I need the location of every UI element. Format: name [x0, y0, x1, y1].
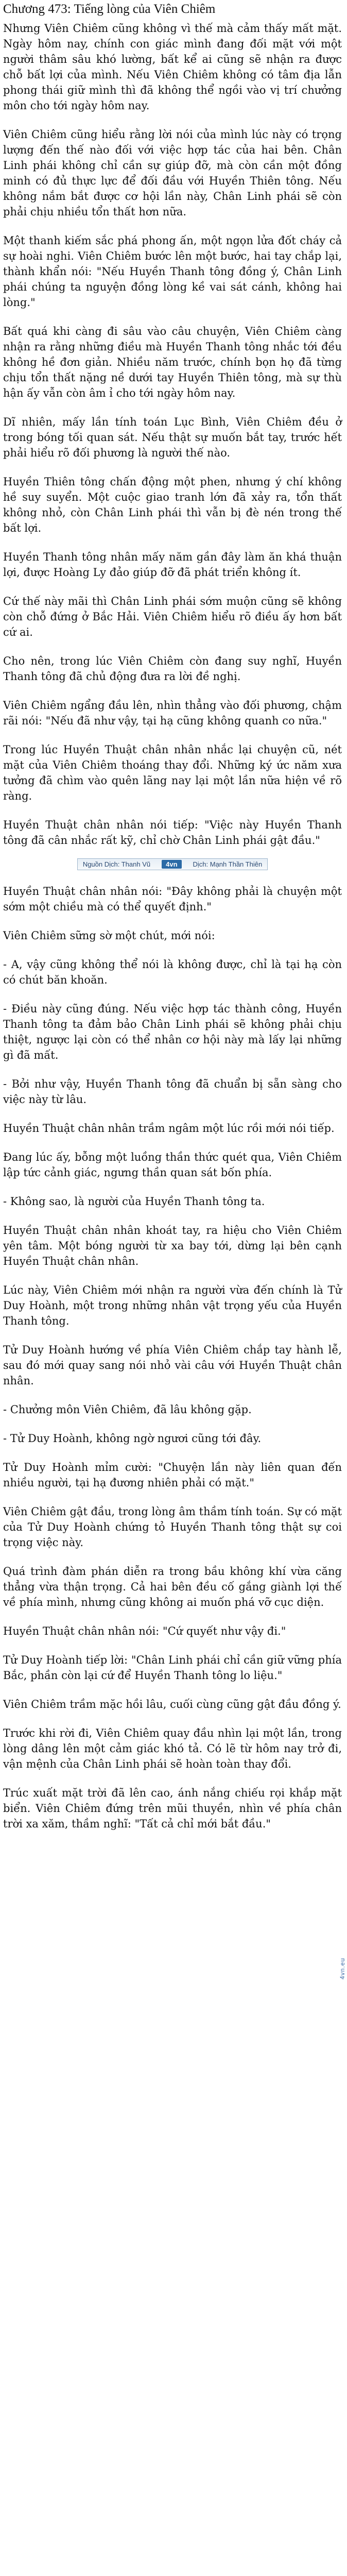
chapter-body	[3, 21, 342, 1832]
watermark-left: Nguồn Dịch: Thanh Vũ	[82, 860, 151, 868]
paragraph: Nhưng Viên Chiêm cũng không vì thế mà cảm thấy mất mặt. Ngày hôm nay, chính con giác mình đang đối mặt với một người thâm sâu khó lường, bất kể ai cũng sẽ nhận ra được chỗ bất lợi của mình. Nếu Viên Chiêm không có tâm địa lẫn phong thái giữ mình thì đã không thể ngồi vào vị trí chưởng môn cho tới ngày hôm nay.	[3, 22, 342, 112]
paragraph: Tử Duy Hoành mỉm cười: "Chuyện lần này liên quan đến nhiều người, tại hạ đương nhiên phải có mặt."	[3, 1461, 342, 1489]
paragraph: Đang lúc ấy, bỗng một luồng thần thức quét qua, Viên Chiêm lập tức cảnh giác, ngưng thần quan sát bốn phía.	[3, 1150, 342, 1179]
chapter-title	[3, 2, 342, 16]
watermark-badge: 4vn	[162, 860, 181, 869]
chapter-title-text: Chương 473: Tiếng lòng của Viên Chiêm	[3, 2, 216, 16]
paragraph: Viên Chiêm cũng hiểu rằng lời nói của mình lúc này có trọng lượng đến thế nào đối với việc hợp tác của hai bên. Chân Linh phái không chỉ cần sự giúp đỡ, mà còn cần một đồng minh có đủ thực lực để đối đầu với Huyền Thiên tông. Nếu không nắm bắt được cơ hội lần này, Chân Linh phái sẽ còn phải chịu nhiều tổn thất hơn nữa.	[3, 128, 342, 218]
paragraph: Quá trình đàm phán diễn ra trong bầu không khí vừa căng thẳng vừa thận trọng. Cả hai bên đều cố gắng giành lợi thế về phía mình, nhưng cũng không ai muốn phá vỡ cục diện.	[3, 1565, 342, 1608]
paragraph: - Chưởng môn Viên Chiêm, đã lâu không gặp.	[3, 1403, 252, 1416]
paragraph: Huyền Thanh tông nhân mấy năm gần đây làm ăn khá thuận lợi, được Hoàng Ly đảo giúp đỡ đã phát triển không ít.	[3, 550, 342, 579]
paragraph: Tử Duy Hoành hướng về phía Viên Chiêm chắp tay hành lễ, sau đó mới quay sang nói nhỏ vài câu với Huyền Thuật chân nhân.	[3, 1343, 342, 1387]
paragraph: - Điều này cũng đúng. Nếu việc hợp tác thành công, Huyền Thanh tông ta đảm bảo Chân Linh phái sẽ không phải chịu thiệt, ngược lại còn có thể nhân cơ hội này mà lấy lại những gì đã mất.	[3, 1002, 342, 1061]
paragraph: Bất quá khi càng đi sâu vào câu chuyện, Viên Chiêm càng nhận ra rằng những điều mà Huyền Thanh tông nhắc tới đều không hề đơn giản. Nhiều năm trước, chính bọn họ đã từng chịu tổn thất nặng nề dưới tay Huyền Thiên tông, mà sự thù hận ấy vẫn còn âm ỉ cho tới ngày hôm nay.	[3, 325, 342, 399]
side-watermark: 4vn.eu	[339, 1958, 346, 1980]
paragraph: Huyền Thuật chân nhân nói: "Cứ quyết như vậy đi."	[3, 1624, 286, 1637]
paragraph: - Tử Duy Hoành, không ngờ ngươi cũng tới đây.	[3, 1432, 262, 1445]
paragraph: Viên Chiêm sững sờ một chút, mới nói:	[3, 929, 215, 942]
paragraph: Huyền Thuật chân nhân khoát tay, ra hiệu cho Viên Chiêm yên tâm. Một bóng người từ xa bay tới, dừng lại bên cạnh Huyền Thuật chân nhân.	[3, 1224, 342, 1267]
paragraph: Cho nên, trong lúc Viên Chiêm còn đang suy nghĩ, Huyền Thanh tông đã chủ động đưa ra lời đề nghị.	[3, 654, 342, 683]
watermark-banner	[3, 858, 342, 870]
paragraph: Huyền Thuật chân nhân nói: "Đây không phải là chuyện một sớm một chiều mà có thể quyết định."	[3, 885, 342, 913]
paragraph: Một thanh kiếm sắc phá phong ấn, một ngọn lửa đốt cháy cả sự hoài nghi. Viên Chiêm bước lên một bước, hai tay chắp lại, thành khẩn nói: "Nếu Huyền Thanh tông đồng ý, Chân Linh phái chúng ta nguyện đồng lòng kề vai sát cánh, không hai lòng."	[3, 234, 342, 309]
paragraph: - Không sao, là người của Huyền Thanh tông ta.	[3, 1195, 265, 1208]
paragraph: Viên Chiêm ngẩng đầu lên, nhìn thẳng vào đối phương, chậm rãi nói: "Nếu đã như vậy, tại hạ cũng không quanh co nữa."	[3, 699, 342, 727]
paragraph: Huyền Thiên tông chấn động một phen, nhưng ý chí không hề suy suyển. Một cuộc giao tranh lớn đã xảy ra, tổn thất không nhỏ, còn Chân Linh phái thì vẫn bị đè nén trong thế bất lợi.	[3, 475, 342, 534]
paragraph: Trúc xuất mặt trời đã lên cao, ánh nắng chiếu rọi khắp mặt biển. Viên Chiêm đứng trên mũi thuyền, nhìn về phía chân trời xa xăm, thầm nghĩ: "Tất cả chỉ mới bắt đầu."	[3, 1786, 342, 1830]
watermark-right: Dịch: Mạnh Thần Thiên	[193, 860, 263, 868]
paragraph: Cứ thế này mãi thì Chân Linh phái sớm muộn cũng sẽ không còn chỗ đứng ở Bắc Hải. Viên Chiêm hiểu rõ điều ấy hơn bất cứ ai.	[3, 595, 342, 638]
paragraph: Dĩ nhiên, mấy lần tính toán Lục Bình, Viên Chiêm đều ở trong bóng tối quan sát. Nếu thật sự muốn bắt tay, trước hết phải hiểu rõ đối phương là người thế nào.	[3, 415, 342, 459]
paragraph: Trước khi rời đi, Viên Chiêm quay đầu nhìn lại một lần, trong lòng dâng lên một cảm giác khó tả. Có lẽ từ hôm nay trở đi, vận mệnh của Chân Linh phái sẽ hoàn toàn thay đổi.	[3, 1726, 342, 1770]
paragraph: Lúc này, Viên Chiêm mới nhận ra người vừa đến chính là Tử Duy Hoành, một trong những nhân vật trọng yếu của Huyền Thanh tông.	[3, 1283, 342, 1327]
paragraph: - A, vậy cũng không thể nói là không được, chỉ là tại hạ còn có chút băn khoăn.	[3, 958, 342, 986]
paragraph: Huyền Thuật chân nhân trầm ngâm một lúc rồi mới nói tiếp.	[3, 1122, 335, 1134]
paragraph: - Bởi như vậy, Huyền Thanh tông đã chuẩn bị sẵn sàng cho việc này từ lâu.	[3, 1077, 342, 1106]
paragraph: Viên Chiêm trầm mặc hồi lâu, cuối cùng cũng gật đầu đồng ý.	[3, 1698, 341, 1710]
paragraph: Trong lúc Huyền Thuật chân nhân nhắc lại chuyện cũ, nét mặt của Viên Chiêm thoáng thay đổi. Những ký ức năm xưa tưởng đã chìm vào quên lãng nay lại một lần nữa hiện về rõ ràng.	[3, 743, 342, 802]
paragraph: Viên Chiêm gật đầu, trong lòng âm thầm tính toán. Sự có mặt của Tử Duy Hoành chứng tỏ Huyền Thanh tông thật sự coi trọng việc này.	[3, 1505, 342, 1549]
paragraph: Huyền Thuật chân nhân nói tiếp: "Việc này Huyền Thanh tông đã cân nhắc rất kỹ, chỉ chờ Chân Linh phái gật đầu."	[3, 818, 342, 846]
paragraph: Tử Duy Hoành tiếp lời: "Chân Linh phái chỉ cần giữ vững phía Bắc, phần còn lại cứ để Huyền Thanh tông lo liệu."	[3, 1653, 342, 1682]
